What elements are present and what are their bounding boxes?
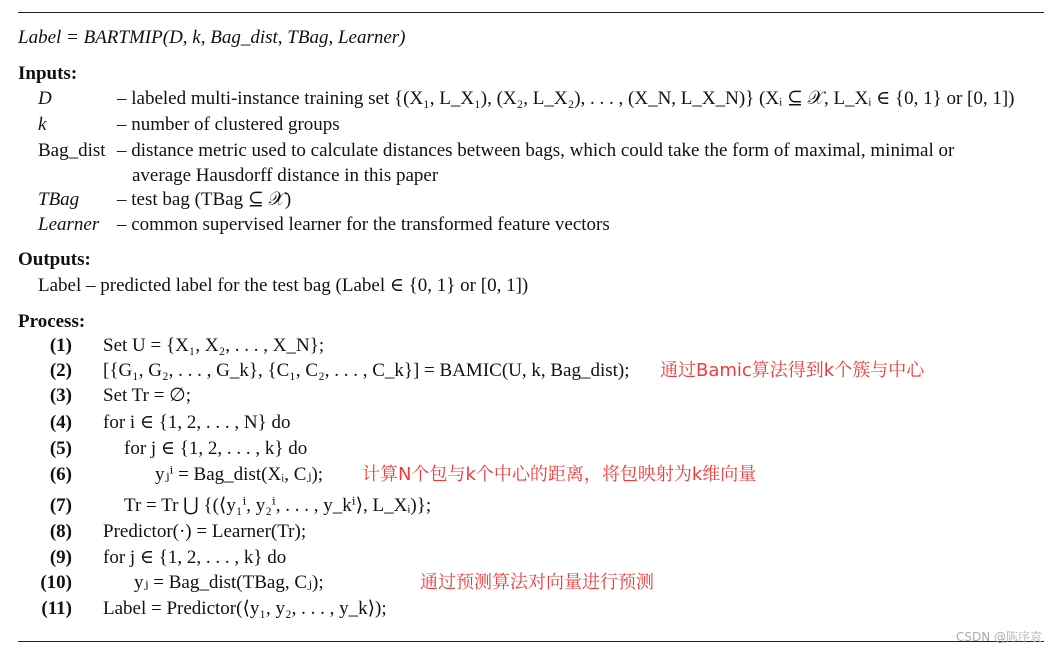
step-number: (9) — [49, 547, 72, 568]
input-desc: – number of clustered groups — [117, 114, 340, 135]
input-name: Bag_dist — [38, 140, 106, 161]
step-number: (8) — [49, 521, 72, 542]
algorithm-signature: Label = BARTMIP(D, k, Bag_dist, TBag, Learner) — [18, 27, 406, 48]
step-text: yⱼⁱ = Bag_dist(Xᵢ, Cⱼ); — [155, 464, 324, 485]
input-desc-continued: average Hausdorff distance in this paper — [132, 165, 439, 186]
step-annotation: 通过Bamic算法得到k个簇与中心 — [660, 360, 925, 381]
step-number: (1) — [49, 335, 72, 356]
step-number: (11) — [41, 598, 72, 619]
input-name: Learner — [38, 214, 100, 235]
inputs-heading: Inputs: — [18, 63, 78, 84]
input-name: k — [38, 114, 47, 135]
step-number: (10) — [40, 572, 72, 593]
input-desc: – labeled multi-instance training set {(X₁, L_X₁), (X₂, L_X₂), . . . , (X_N, L_X_N)} (Xᵢ ⊆ 𝒳, L_Xᵢ ∈ {0, 1} or [0, 1]) — [117, 88, 1015, 109]
watermark: CSDN @陈序袁 — [955, 630, 1042, 644]
input-desc: – distance metric used to calculate distances between bags, which could take the form of maximal, minimal or — [117, 140, 955, 161]
step-text: Label = Predictor(⟨y₁, y₂, . . . , y_k⟩); — [103, 598, 387, 619]
input-desc: – common supervised learner for the transformed feature vectors — [117, 214, 610, 235]
step-text: Set Tr = ∅; — [103, 385, 191, 406]
top-rule — [18, 12, 1044, 13]
step-number: (2) — [49, 360, 72, 381]
step-annotation: 通过预测算法对向量进行预测 — [420, 572, 654, 593]
step-annotation: 计算N个包与k个中心的距离，将包映射为k维向量 — [362, 464, 757, 485]
step-text: Set U = {X₁, X₂, . . . , X_N}; — [103, 335, 325, 356]
step-number: (5) — [49, 438, 72, 459]
input-name: D — [38, 88, 52, 109]
process-heading: Process: — [18, 311, 86, 332]
step-number: (6) — [49, 464, 72, 485]
input-desc: – test bag (TBag ⊆ 𝒳) — [117, 189, 292, 210]
step-text: yⱼ = Bag_dist(TBag, Cⱼ); — [134, 572, 324, 593]
output-desc: Label – predicted label for the test bag (Label ∈ {0, 1} or [0, 1]) — [38, 275, 529, 296]
step-text: [{G₁, G₂, . . . , G_k}, {C₁, C₂, . . . , C_k}] = BAMIC(U, k, Bag_dist); — [103, 360, 630, 381]
step-number: (4) — [49, 412, 72, 433]
input-name: TBag — [38, 189, 80, 210]
bottom-rule — [18, 641, 1044, 642]
outputs-heading: Outputs: — [18, 249, 91, 270]
step-text: Tr = Tr ⋃ {(⟨y₁ⁱ, y₂ⁱ, . . . , y_kⁱ⟩, L_Xᵢ)}; — [124, 495, 432, 516]
step-text: for j ∈ {1, 2, . . . , k} do — [124, 438, 308, 459]
step-text: Predictor(·) = Learner(Tr); — [103, 521, 307, 542]
step-text: for j ∈ {1, 2, . . . , k} do — [103, 547, 287, 568]
step-number: (7) — [49, 495, 72, 516]
step-text: for i ∈ {1, 2, . . . , N} do — [103, 412, 291, 433]
step-number: (3) — [49, 385, 72, 406]
